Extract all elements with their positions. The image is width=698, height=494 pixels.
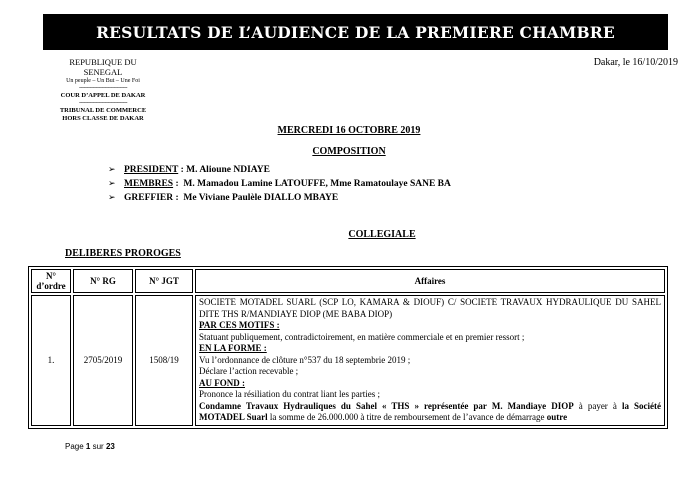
- page-number: [65, 442, 115, 451]
- separator: --------------------------------: [79, 85, 127, 91]
- motifs-heading: PAR CES MOTIFS :: [199, 320, 280, 330]
- hearing-date: [0, 125, 698, 136]
- court-name: COUR D’APPEL DE DAKAR: [60, 92, 146, 99]
- cell-affaire: [195, 295, 665, 426]
- col-header-ordre: N° d’ordre: [31, 269, 71, 293]
- place-date: Dakar, le 16/10/2019: [593, 57, 678, 68]
- composition-title: COMPOSITION: [312, 146, 386, 157]
- motifs-text: Statuant publiquement, contradictoirement, en matière commerciale et en premier ressort ;: [199, 331, 525, 342]
- cell-jgt: 1508/19: [135, 295, 193, 426]
- results-table: [28, 266, 668, 429]
- role-separator: :: [173, 193, 184, 203]
- arrow-bullet-icon: ➢: [108, 179, 116, 189]
- national-motto: Un peuple – Un But – Une Foi: [66, 78, 140, 84]
- composition-list: [108, 163, 451, 205]
- page-sur: sur: [92, 442, 104, 451]
- table-row: [31, 295, 665, 426]
- page-total: 23: [105, 442, 115, 451]
- case-parties: SOCIETE MOTADEL SUARL (SCP LO, KAMARA & DIOUF) C/ SOCIETE TRAVAUX HYDRAULIQUE DU SAHEL DITE THS R/MANDIAYE DIOP (ME BABA DIOP): [199, 297, 661, 319]
- fond-text-1: Prononce la résiliation du contrat liant les parties ;: [199, 389, 380, 399]
- list-item: [108, 163, 451, 177]
- fond-bold-1: Condamne Travaux Hydrauliques du Sahel « THS » représentée par M. Mandiaye DIOP: [199, 400, 574, 411]
- fond-bold-3: outre: [546, 412, 568, 422]
- role-value: M. Mamadou Lamine LATOUFFE, Mme Ramatoulaye SANE BA: [183, 179, 451, 189]
- arrow-bullet-icon: ➢: [108, 193, 116, 203]
- col-header-rg: N° RG: [73, 269, 133, 293]
- subsection-title: [65, 248, 181, 259]
- separator: --------------------------------: [79, 100, 127, 106]
- list-item: [108, 191, 451, 205]
- cell-rg: 2705/2019: [73, 295, 133, 426]
- role-label: PRESIDENT: [124, 165, 179, 175]
- role-value: M. Alioune NDIAYE: [186, 165, 270, 175]
- fond-mid-2: la somme de 26.000.000 à titre de remboursement de l’avance de démarrage: [267, 412, 547, 422]
- page-word: Page: [65, 442, 84, 451]
- section-title: COLLEGIALE: [348, 229, 416, 240]
- forme-text-2: Déclare l’action recevable ;: [199, 366, 299, 376]
- cell-ordre: 1.: [31, 295, 71, 426]
- fond-bold-2: la Société MOTADEL Suarl: [199, 400, 661, 422]
- role-value: Me Viviane Paulèle DIALLO MBAYE: [183, 193, 339, 203]
- fond-heading: AU FOND :: [199, 377, 245, 388]
- tribunal-name-1: TRIBUNAL DE COMMERCE: [59, 107, 147, 114]
- role-label: GREFFIER: [124, 193, 174, 203]
- fond-judgment: [199, 401, 661, 424]
- page-current: 1: [85, 442, 91, 451]
- institution-header: [50, 57, 156, 123]
- subsection-title-text: DELIBERES PROROGES: [65, 248, 181, 259]
- arrow-bullet-icon: ➢: [108, 165, 116, 175]
- list-item: [108, 177, 451, 191]
- fond-mid-1: à payer à: [573, 400, 622, 411]
- role-label: MEMBRES: [124, 179, 174, 189]
- col-header-affaires: Affaires: [195, 269, 665, 293]
- role-separator: :: [173, 179, 184, 189]
- col-header-jgt: N° JGT: [135, 269, 193, 293]
- page-banner: RESULTATS DE L’AUDIENCE DE LA PREMIERE CHAMBRE: [43, 14, 668, 50]
- forme-heading: EN LA FORME :: [199, 343, 267, 353]
- tribunal-name-2: HORS CLASSE DE DAKAR: [62, 115, 144, 122]
- forme-text-1: Vu l’ordonnance de clôture n°537 du 18 septembrie 2019 ;: [199, 354, 411, 365]
- hearing-date-text: MERCREDI 16 OCTOBRE 2019: [277, 125, 421, 136]
- table-header-row: [31, 269, 665, 293]
- republic-name: REPUBLIQUE DU SENEGAL: [69, 57, 137, 77]
- role-separator: :: [178, 165, 187, 175]
